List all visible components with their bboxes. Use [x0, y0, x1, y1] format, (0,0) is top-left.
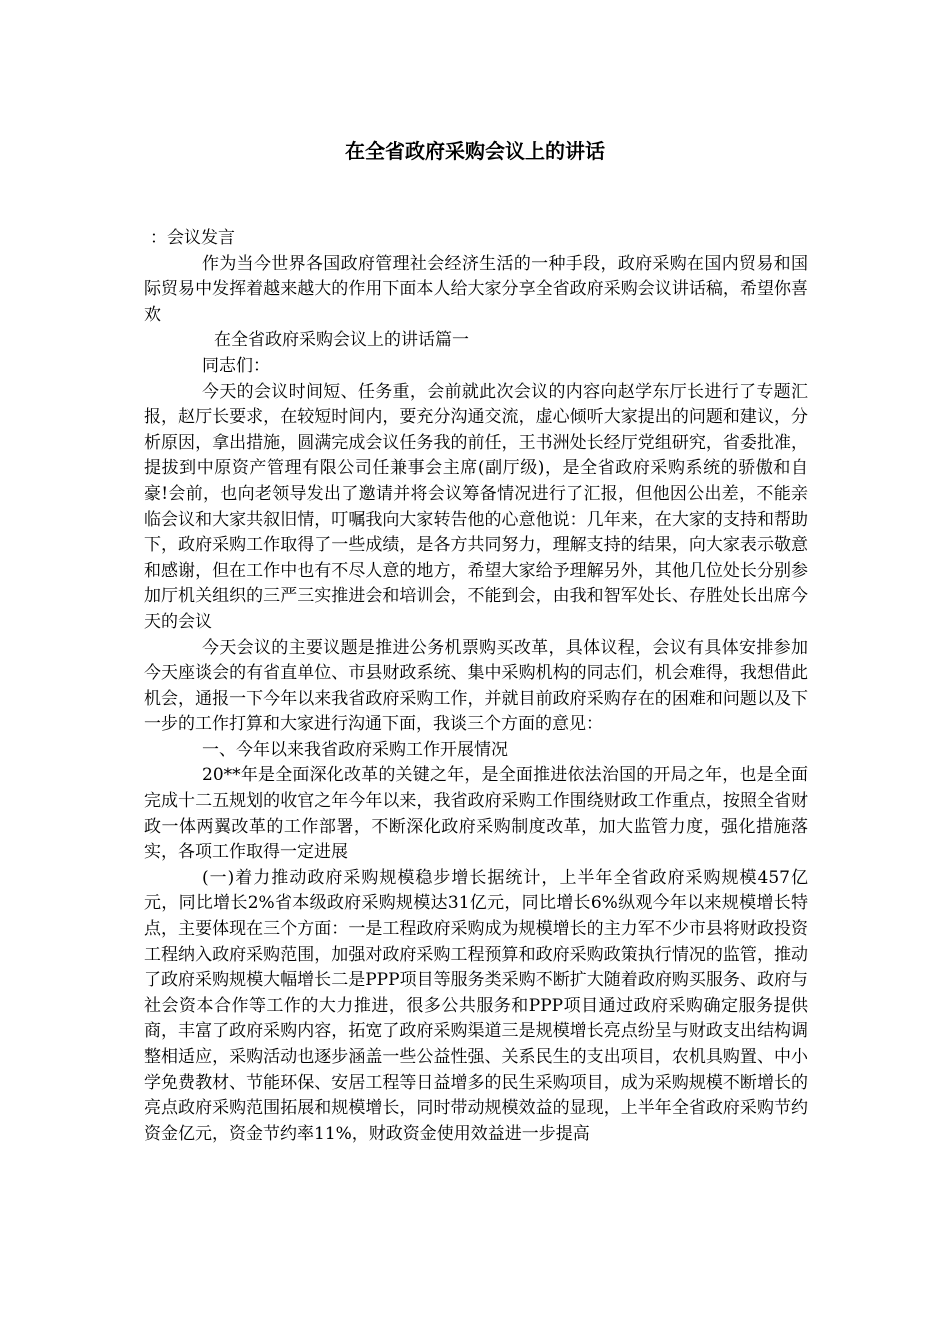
intro-paragraph: 作为当今世界各国政府管理社会经济生活的一种手段，政府采购在国内贸易和国际贸易中发挥着越来越大的作用下面本人给大家分享全省政府采购会议讲话稿，希望你喜欢	[144, 253, 808, 325]
subsection-heading-one: 一、今年以来我省政府采购工作开展情况	[202, 739, 508, 760]
meeting-label: ：会议发言	[150, 228, 235, 248]
body-paragraph-meeting-background: 今天的会议时间短、任务重，会前就此次会议的内容向赵学东厅长进行了专题汇报，赵厅长要求，在较短时间内，要充分沟通交流，虚心倾听大家提出的问题和建议，分析原因，拿出措施，圆满完成会议任务我的前任，王书洲处长经厅党组研究，省委批准，提拔到中原资产管理有限公司任兼事会主席(副厅级)，是全省政府采购系统的骄傲和自豪!会前，也向老领导发出了邀请并将会议筹备情况进行了汇报，但他因公出差，不能亲临会议和大家共叙旧情，叮嘱我向大家转告他的心意他说：几年来，在大家的支持和帮助下，政府采购工作取得了一些成绩，是各方共同努力，理解支持的结果，向大家表示敬意和感谢，但在工作中也有不尽人意的地方，希望大家给予理解另外，其他几位处长分别参加厅机关组织的三严三实推进会和培训会，不能到会，由我和智军处长、存胜处长出席今天的会议	[144, 381, 808, 632]
salutation: 同志们：	[202, 355, 270, 376]
document-body	[144, 226, 808, 1147]
section-heading-part-one: 在全省政府采购会议上的讲话篇一	[214, 330, 469, 351]
document-title: 在全省政府采购会议上的讲话	[345, 139, 605, 163]
body-paragraph-procurement-scale: (一)着力推动政府采购规模稳步增长据统计，上半年全省政府采购规模457亿元，同比增长2%省本级政府采购规模达31亿元，同比增长6%纵观今年以来规模增长特点，主要体现在三个方面：一是工程政府采购成为规模增长的主力军不少市县将财政投资工程纳入政府采购范围，加强对政府采购工程预算和政府采购政策执行情况的监管，推动了政府采购规模大幅增长二是PPP项目等服务类采购不断扩大随着政府购买服务、政府与社会资本合作等工作的大力推进，很多公共服务和PPP项目通过政府采购确定服务提供商，丰富了政府采购内容，拓宽了政府采购渠道三是规模增长亮点纷呈与财政支出结构调整相适应，采购活动也逐步涵盖一些公益性强、关系民生的支出项目，农机具购置、中小学免费教材、节能环保、安居工程等日益增多的民生采购项目，成为采购规模不断增长的亮点政府采购范围拓展和规模增长，同时带动规模效益的显现，上半年全省政府采购节约资金亿元，资金节约率11%，财政资金使用效益进一步提高	[144, 867, 808, 1144]
body-paragraph-meeting-agenda: 今天会议的主要议题是推进公务机票购买改革，具体议程，会议有具体安排参加今天座谈会的有省直单位、市县财政系统、集中采购机构的同志们，机会难得，我想借此机会，通报一下今年以来我省政府采购工作，并就目前政府采购存在的困难和问题以及下一步的工作打算和大家进行沟通下面，我谈三个方面的意见：	[144, 637, 808, 735]
body-paragraph-reform-year: 20**年是全面深化改革的关键之年，是全面推进依法治国的开局之年，也是全面完成十二五规划的收官之年今年以来，我省政府采购工作围绕财政工作重点，按照全省财政一体两翼改革的工作部署，不断深化政府采购制度改革，加大监管力度，强化措施落实，各项工作取得一定进展	[144, 765, 808, 863]
